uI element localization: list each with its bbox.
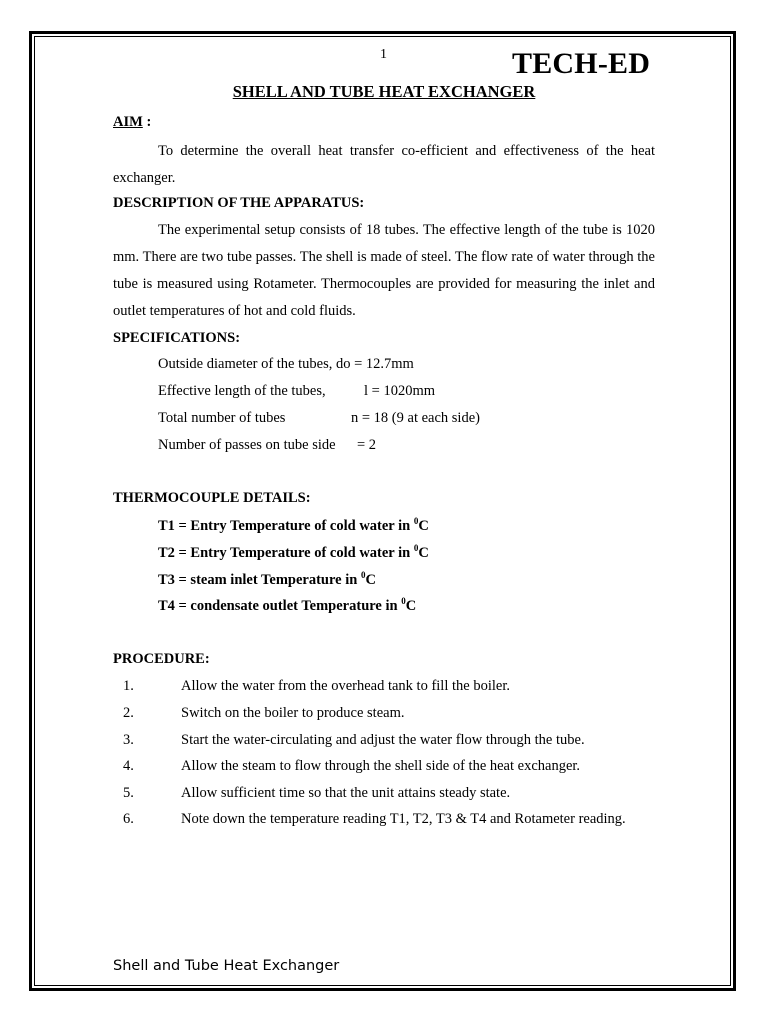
page-footer: Shell and Tube Heat Exchanger xyxy=(113,958,340,974)
step-number: 1. xyxy=(123,678,134,694)
step-number: 2. xyxy=(123,705,134,721)
aim-paragraph xyxy=(113,138,655,192)
step-text: Start the water-circulating and adjust the water flow through the tube. xyxy=(181,732,585,748)
thermocouple-heading: THERMOCOUPLE DETAILS: xyxy=(113,490,311,506)
step-number: 5. xyxy=(123,785,134,801)
aim-heading-label: AIM xyxy=(113,114,143,130)
thermocouple-text: T1 = Entry Temperature of cold water in xyxy=(158,517,414,534)
thermocouple-item-t2 xyxy=(158,543,429,562)
brand-title: TECH-ED xyxy=(512,47,651,80)
spec-row-passes xyxy=(158,437,377,454)
specifications-heading: SPECIFICATIONS: xyxy=(113,330,241,346)
spec-value: = 2 xyxy=(357,437,377,453)
unit-letter: C xyxy=(405,597,417,614)
step-number: 3. xyxy=(123,732,134,748)
document-title: SHELL AND TUBE HEAT EXCHANGER xyxy=(232,82,536,101)
description-paragraph xyxy=(113,217,655,325)
description-heading: DESCRIPTION OF THE APPARATUS: xyxy=(113,195,365,211)
thermocouple-text: T2 = Entry Temperature of cold water in xyxy=(158,544,414,561)
page-number: 1 xyxy=(380,47,387,62)
unit-letter: C xyxy=(365,571,376,588)
spec-label: Number of passes on tube side xyxy=(158,437,336,453)
procedure-heading: PROCEDURE: xyxy=(113,651,210,667)
step-text: Allow the water from the overhead tank to fill the boiler. xyxy=(181,678,510,694)
degree-sup: 0 xyxy=(401,596,406,606)
spec-label: Outside diameter of the tubes, do = 12.7mm xyxy=(158,356,414,372)
spec-row-length xyxy=(158,383,436,400)
degree-sup: 0 xyxy=(360,570,366,580)
spec-label: Total number of tubes xyxy=(158,410,286,426)
aim-heading xyxy=(113,114,151,131)
step-number: 4. xyxy=(123,758,134,774)
aim-text: To determine the overall heat transfer co-efficient and effectiveness of the heat exchanger. xyxy=(113,143,655,186)
spec-row-diameter xyxy=(158,356,414,373)
step-number: 6. xyxy=(123,811,134,827)
degree-sup: 0 xyxy=(413,516,419,526)
degree-sup: 0 xyxy=(413,543,419,553)
thermocouple-item-t3 xyxy=(158,570,376,589)
step-text: Allow sufficient time so that the unit attains steady state. xyxy=(181,785,511,801)
step-text: Note down the temperature reading T1, T2, T3 & T4 and Rotameter reading. xyxy=(181,811,626,827)
thermocouple-item-t1 xyxy=(158,516,429,535)
spec-label: Effective length of the tubes, xyxy=(158,383,326,399)
spec-row-tubes xyxy=(158,410,480,427)
unit-letter: C xyxy=(418,544,429,561)
description-text: The experimental setup consists of 18 tubes. The effective length of the tube is 1020 mm. There are two tube passes. The shell is made of steel. The flow rate of water through the tube is measured using Rotameter. Thermocouples are provided for measuring the inlet and outlet temperatures of hot and cold fluids. xyxy=(113,222,655,319)
thermocouple-item-t4 xyxy=(158,596,416,615)
aim-heading-colon: : xyxy=(142,114,152,130)
step-text: Switch on the boiler to produce steam. xyxy=(181,705,405,721)
unit-letter: C xyxy=(418,517,429,534)
thermocouple-text: T4 = condensate outlet Temperature in xyxy=(158,597,402,614)
step-text: Allow the steam to flow through the shell side of the heat exchanger. xyxy=(181,758,581,774)
thermocouple-text: T3 = steam inlet Temperature in xyxy=(158,571,361,588)
spec-value: n = 18 (9 at each side) xyxy=(351,410,480,426)
spec-value: l = 1020mm xyxy=(364,383,436,399)
